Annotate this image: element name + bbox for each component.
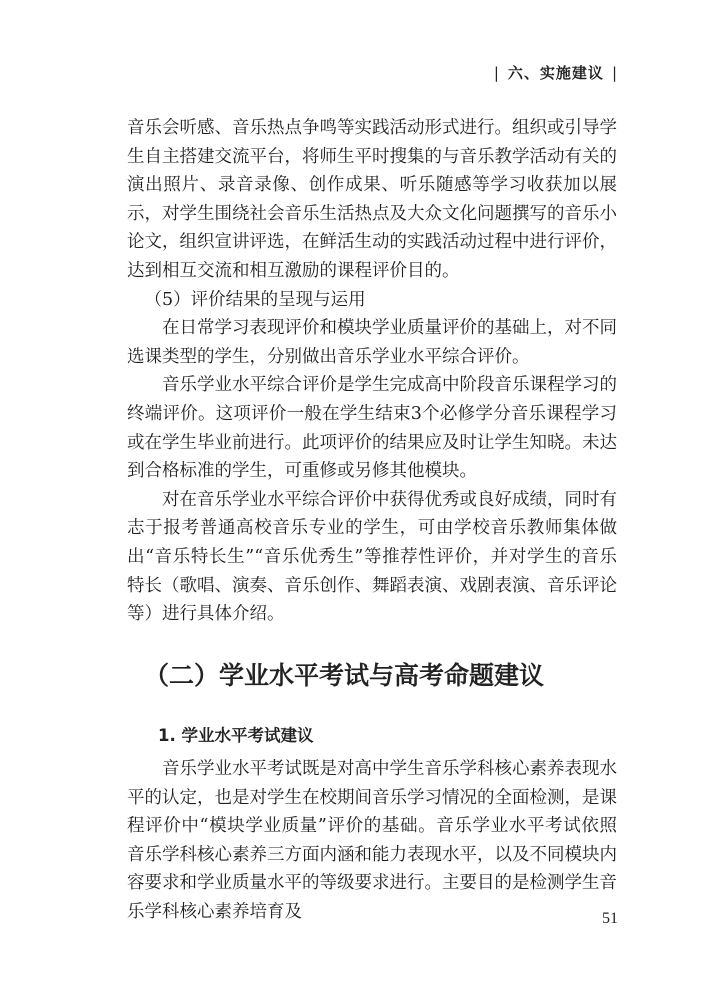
section-body-text xyxy=(127,755,617,927)
section-title: （二）学业水平考试与高考命题建议 xyxy=(144,661,545,690)
paragraph-exam-purpose: 音乐学业水平考试既是对高中学生音乐学科核心素养表现水平的认定，也是对学生在校期间音乐学习情况的全面检测，是课程评价中“模块学业质量”评价的基础。音乐学业水平考试依照音乐学科核心素养三方面内涵和能力表现水平，以及不同模块内容要求和学业质量水平的等级要求进行。主要目的是检测学生音乐学科核心素养培育及 xyxy=(127,759,617,922)
running-head-bar-right: | xyxy=(611,64,618,82)
subsection-title: 1. 学业水平考试建议 xyxy=(158,726,314,745)
paragraph-daily-evaluation: 在日常学习表现评价和模块学业质量评价的基础上，对不同选课类型的学生，分别做出音乐学业水平综合评价。 xyxy=(127,318,617,367)
running-head xyxy=(486,62,626,83)
page-number: 51 xyxy=(602,910,618,927)
running-head-bar-left: | xyxy=(493,64,500,82)
running-head-section: 六、实施建议 xyxy=(507,64,604,82)
body-text xyxy=(127,114,617,629)
paragraph-recommendation: 对在音乐学业水平综合评价中获得优秀或良好成绩，同时有志于报考普通高校音乐专业的学生，可由学校音乐教师集体做出“音乐特长生”“音乐优秀生”等推荐性评价，并对学生的音乐特长（歌唱、演奏、音乐创作、舞蹈表演、戏剧表演、音乐评论等）进行具体介绍。 xyxy=(127,489,617,625)
subheading-evaluation-results: （5）评价结果的呈现与运用 xyxy=(144,289,366,310)
paragraph-comprehensive-evaluation: 音乐学业水平综合评价是学生完成高中阶段音乐课程学习的终端评价。这项评价一般在学生结束3个必修学分音乐课程学习或在学生毕业前进行。此项评价的结果应及时让学生知晓。未达到合格标准的学生，可重修或另修其他模块。 xyxy=(127,375,617,482)
paragraph-continued: 音乐会听感、音乐热点争鸣等实践活动形式进行。组织或引导学生自主搭建交流平台，将师生平时搜集的与音乐教学活动有关的演出照片、录音录像、创作成果、听乐随感等学习收获加以展示，对学生围绕社会音乐生活热点及大众文化问题撰写的音乐小论文，组织宣讲评选，在鲜活生动的实践活动过程中进行评价，达到相互交流和相互激励的课程评价目的。 xyxy=(127,118,617,281)
